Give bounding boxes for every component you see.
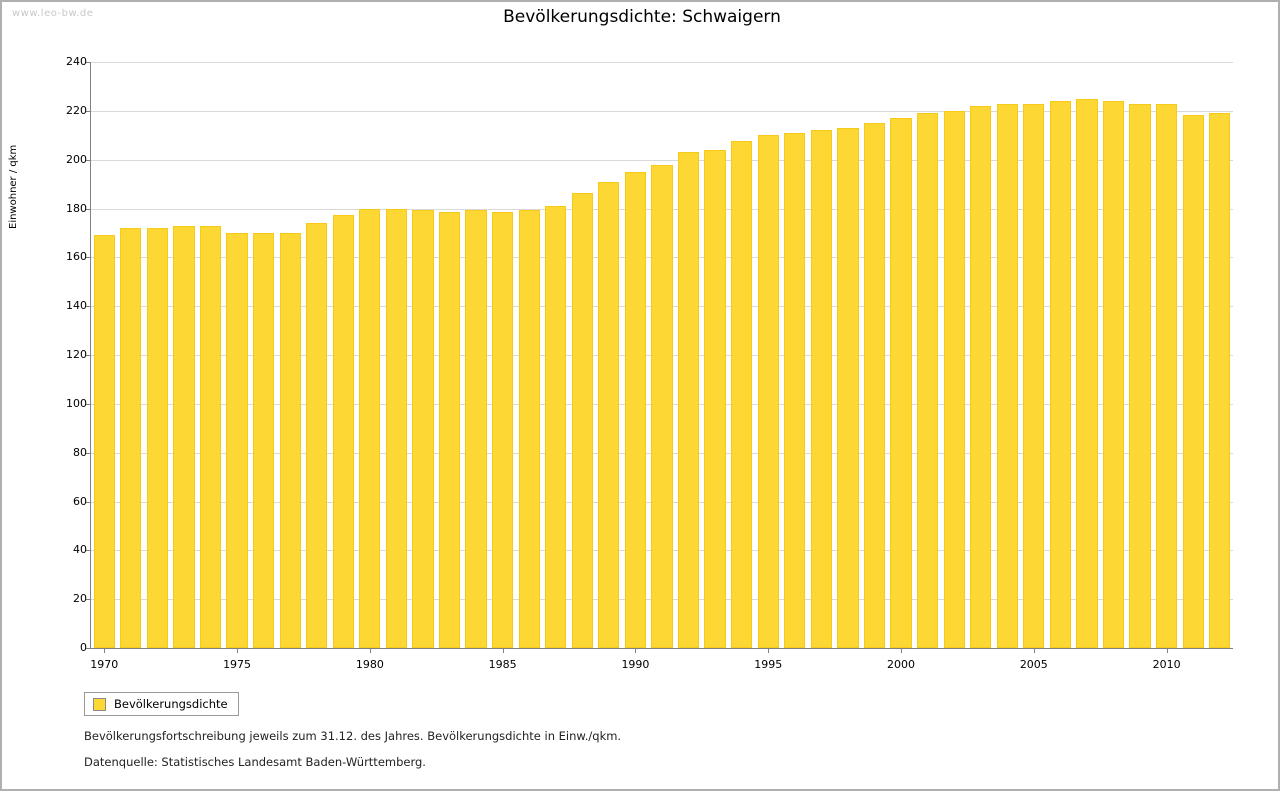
plot-area: [66, 55, 1233, 671]
x-tick-label: 2000: [887, 658, 916, 671]
bar: [280, 233, 301, 648]
bar: [784, 133, 805, 648]
x-tick-mark: [635, 648, 636, 653]
bar: [864, 123, 885, 648]
x-tick-mark: [1167, 648, 1168, 653]
bar: [1050, 101, 1071, 648]
x-tick-mark: [901, 648, 902, 653]
y-tick-label: 20: [73, 592, 87, 606]
page-title: Bevölkerungsdichte: Schwaigern: [503, 7, 781, 27]
bar: [200, 226, 221, 648]
bar: [465, 210, 486, 648]
bar: [731, 141, 752, 648]
y-tick-label: 60: [73, 494, 87, 508]
bar: [970, 106, 991, 648]
bar: [492, 212, 513, 648]
bar: [917, 113, 938, 648]
bar: [598, 182, 619, 648]
y-tick-label: 200: [66, 152, 87, 166]
chart-legend[interactable]: [84, 692, 239, 716]
bar: [625, 172, 646, 648]
y-tick-label: 140: [66, 299, 87, 313]
bar: [173, 226, 194, 648]
bar: [1183, 115, 1204, 649]
x-tick-mark: [237, 648, 238, 653]
x-tick-mark: [104, 648, 105, 653]
bar: [519, 210, 540, 648]
x-tick-label: 2010: [1152, 658, 1181, 671]
x-tick-mark: [370, 648, 371, 653]
bar: [997, 104, 1018, 648]
bar: [386, 209, 407, 649]
x-tick-label: 1975: [223, 658, 252, 671]
x-tick-mark: [768, 648, 769, 653]
x-tick-mark: [503, 648, 504, 653]
footnote-source: Datenquelle: Statistisches Landesamt Baden-Württemberg.: [84, 755, 426, 769]
bar: [890, 118, 911, 648]
bar: [306, 223, 327, 648]
bar: [837, 128, 858, 648]
bar: [333, 215, 354, 648]
bar: [1103, 101, 1124, 648]
y-tick-label: 220: [66, 103, 87, 117]
x-tick-label: 1995: [754, 658, 783, 671]
y-tick-label: 180: [66, 201, 87, 215]
y-tick-label: 160: [66, 250, 87, 264]
y-tick-label: 120: [66, 348, 87, 361]
bar: [1023, 104, 1044, 648]
y-tick-label: 40: [73, 543, 87, 557]
bar: [704, 150, 725, 648]
watermark-text: www.leo-bw.de: [12, 8, 94, 19]
x-tick-label: 2005: [1019, 658, 1048, 671]
bar: [545, 206, 566, 648]
x-tick-label: 1985: [488, 658, 517, 671]
legend-label: Bevölkerungsdichte: [114, 697, 228, 711]
bar: [1156, 104, 1177, 648]
bar: [147, 228, 168, 648]
bar: [1129, 104, 1150, 648]
bar: [678, 152, 699, 648]
bar: [412, 210, 433, 648]
bar: [1209, 113, 1230, 648]
y-tick-label: 0: [80, 641, 87, 654]
gridline: [91, 62, 1233, 63]
bar: [811, 130, 832, 648]
bar: [651, 165, 672, 648]
y-tick-label: 80: [73, 445, 87, 459]
y-axis-label: Einwohner / qkm: [8, 144, 19, 230]
x-tick-label: 1970: [90, 658, 119, 671]
bar: [226, 233, 247, 648]
footnote-description: Bevölkerungsfortschreibung jeweils zum 31.12. des Jahres. Bevölkerungsdichte in Einw./qkm.: [84, 729, 622, 743]
bar: [758, 135, 779, 648]
x-tick-label: 1980: [355, 658, 384, 671]
x-tick-label: 1990: [621, 658, 650, 671]
bar: [944, 111, 965, 648]
bar: [439, 212, 460, 648]
bar: [94, 235, 115, 648]
x-tick-mark: [1034, 648, 1035, 653]
bar: [572, 193, 593, 648]
y-tick-label: 100: [66, 396, 87, 410]
bar: [120, 228, 141, 648]
bar: [1076, 99, 1097, 648]
bar: [253, 233, 274, 648]
y-tick-label: 240: [66, 55, 87, 68]
legend-swatch-icon: [93, 698, 106, 711]
bar: [359, 209, 380, 649]
